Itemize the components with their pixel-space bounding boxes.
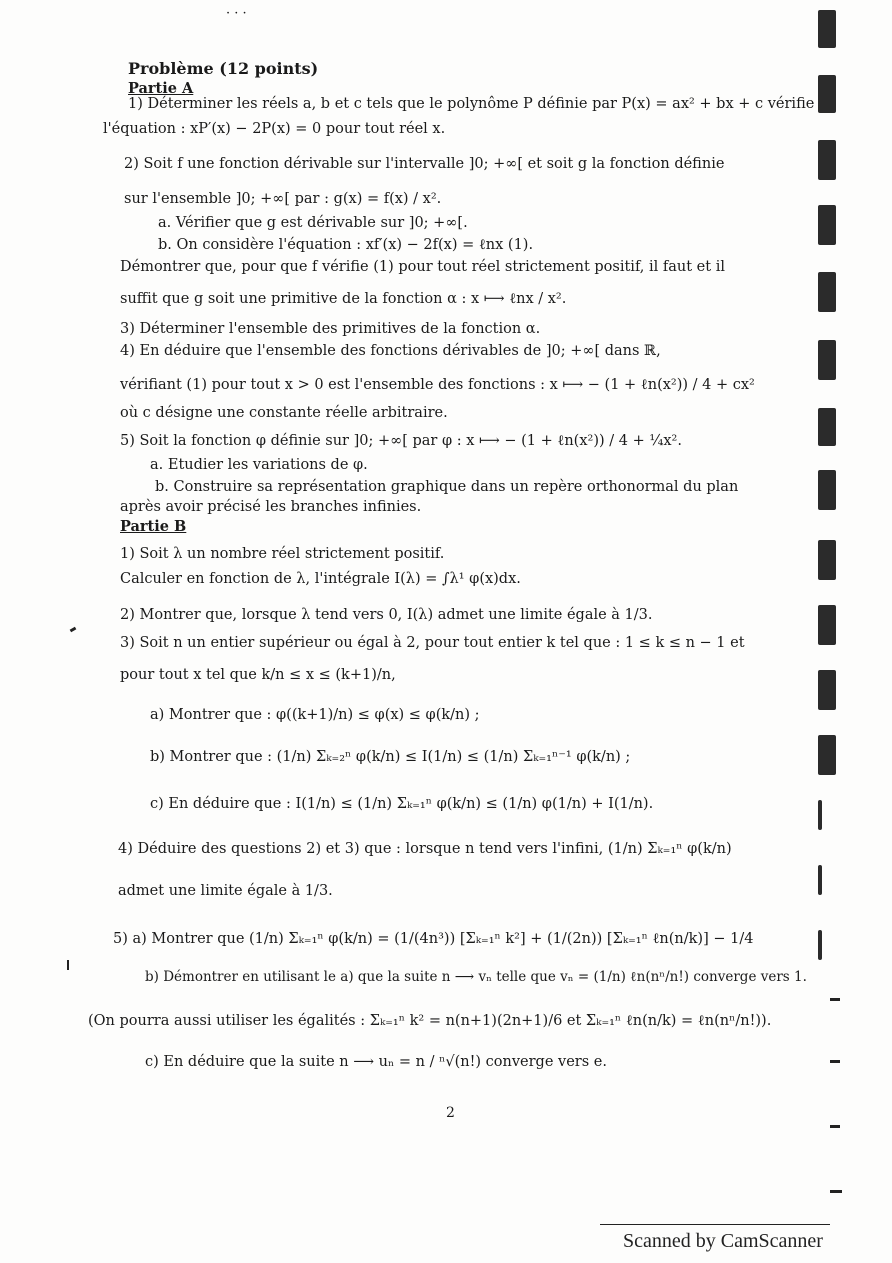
text-line-m13: (On pourra aussi utiliser les égalités : Σₖ₌₁ⁿ k² = n(n+1)(2n+1)/6 et Σₖ₌₁ⁿ ℓn(n/k) = ℓn(nⁿ/n!)). [88,1013,772,1029]
text-line-m9: 4) Déduire des questions 2) et 3) que : lorsque n tend vers l'infini, (1/n) Σₖ₌₁ⁿ φ(k/n) [118,841,732,857]
text-line-l9: 3) Déterminer l'ensemble des primitives de la fonction α. [120,321,541,337]
text-line-m6: a) Montrer que : φ((k+1)/n) ≤ φ(x) ≤ φ(k/n) ; [150,707,480,723]
text-line-l4: sur l'ensemble ]0; +∞[ par : g(x) = f(x) / x². [124,191,442,207]
text-line-m12: b) Démontrer en utilisant le a) que la suite n ⟶ vₙ telle que vₙ = (1/n) ℓn(nⁿ/n!) converge vers 1. [145,969,807,985]
text-line-l1: 1) Déterminer les réels a, b et c tels que le polynôme P définie par P(x) = ax² + bx + c vérifie [128,96,815,112]
text-line-l2: l'équation : xP′(x) − 2P(x) = 0 pour tout réel x. [103,121,446,137]
text-line-m1: 1) Soit λ un nombre réel strictement positif. [120,546,445,562]
text-line-l8: suffit que g soit une primitive de la fonction α : x ⟼ ℓnx / x². [120,291,567,307]
text-line-m11: 5) a) Montrer que (1/n) Σₖ₌₁ⁿ φ(k/n) = (1/(4n³)) [Σₖ₌₁ⁿ k²] + (1/(2n)) [Σₖ₌₁ⁿ ℓn(n/k)] − 1/4 [113,931,754,947]
text-line-l3: 2) Soit f une fonction dérivable sur l'intervalle ]0; +∞[ et soit g la fonction définie [124,156,725,172]
margin-mark [830,1190,842,1193]
text-line-l6: b. On considère l'équation : xf′(x) − 2f(x) = ℓnx (1). [158,237,534,253]
text-line-l13: 5) Soit la fonction φ définie sur ]0; +∞[ par φ : x ⟼ − (1 + ℓn(x²)) / 4 + ¼x². [120,433,682,449]
text-line-m7: b) Montrer que : (1/n) Σₖ₌₂ⁿ φ(k/n) ≤ I(1/n) ≤ (1/n) Σₖ₌₁ⁿ⁻¹ φ(k/n) ; [150,749,631,765]
text-line-title: Problème (12 points) [128,59,319,78]
text-line-m4: 3) Soit n un entier supérieur ou égal à 2, pour tout entier k tel que : 1 ≤ k ≤ n − 1 et [120,635,745,651]
text-line-m10: admet une limite égale à 1/3. [118,883,333,899]
text-line-partA: Partie A [128,80,194,97]
camscanner-footer: Scanned by CamScanner [623,1230,823,1252]
text-line-l15: b. Construire sa représentation graphique dans un repère orthonormal du plan [155,479,739,495]
text-line-m5: pour tout x tel que k/n ≤ x ≤ (k+1)/n, [120,667,396,683]
text-line-partB: Partie B [120,518,187,535]
margin-mark [830,998,840,1001]
margin-mark [830,1060,840,1063]
margin-mark [830,1125,840,1128]
header-dots: · · · [226,6,247,21]
text-line-l5: a. Vérifier que g est dérivable sur ]0; +∞[. [158,215,468,231]
footer-rule [600,1224,830,1225]
text-line-l11: vérifiant (1) pour tout x > 0 est l'ensemble des fonctions : x ⟼ − (1 + ℓn(x²)) / 4 + cx² [120,377,755,393]
text-line-m2: Calculer en fonction de λ, l'intégrale I(λ) = ∫λ¹ φ(x)dx. [120,571,521,587]
text-line-l10: 4) En déduire que l'ensemble des fonctions dérivables de ]0; +∞[ dans ℝ, [120,343,661,359]
margin-mark [67,960,69,970]
text-line-l16: après avoir précisé les branches infinies. [120,499,422,515]
text-line-l14: a. Etudier les variations de φ. [150,457,368,473]
text-line-l12: où c désigne une constante réelle arbitraire. [120,405,448,421]
text-line-l7: Démontrer que, pour que f vérifie (1) pour tout réel strictement positif, il faut et il [120,259,725,275]
page-number: 2 [446,1105,455,1121]
text-line-m8: c) En déduire que : I(1/n) ≤ (1/n) Σₖ₌₁ⁿ φ(k/n) ≤ (1/n) φ(1/n) + I(1/n). [150,796,654,812]
text-line-m14: c) En déduire que la suite n ⟶ uₙ = n / ⁿ√(n!) converge vers e. [145,1054,607,1070]
page-edge-shadow [818,0,838,1263]
margin-mark [70,627,77,633]
text-line-m3: 2) Montrer que, lorsque λ tend vers 0, I(λ) admet une limite égale à 1/3. [120,607,653,623]
